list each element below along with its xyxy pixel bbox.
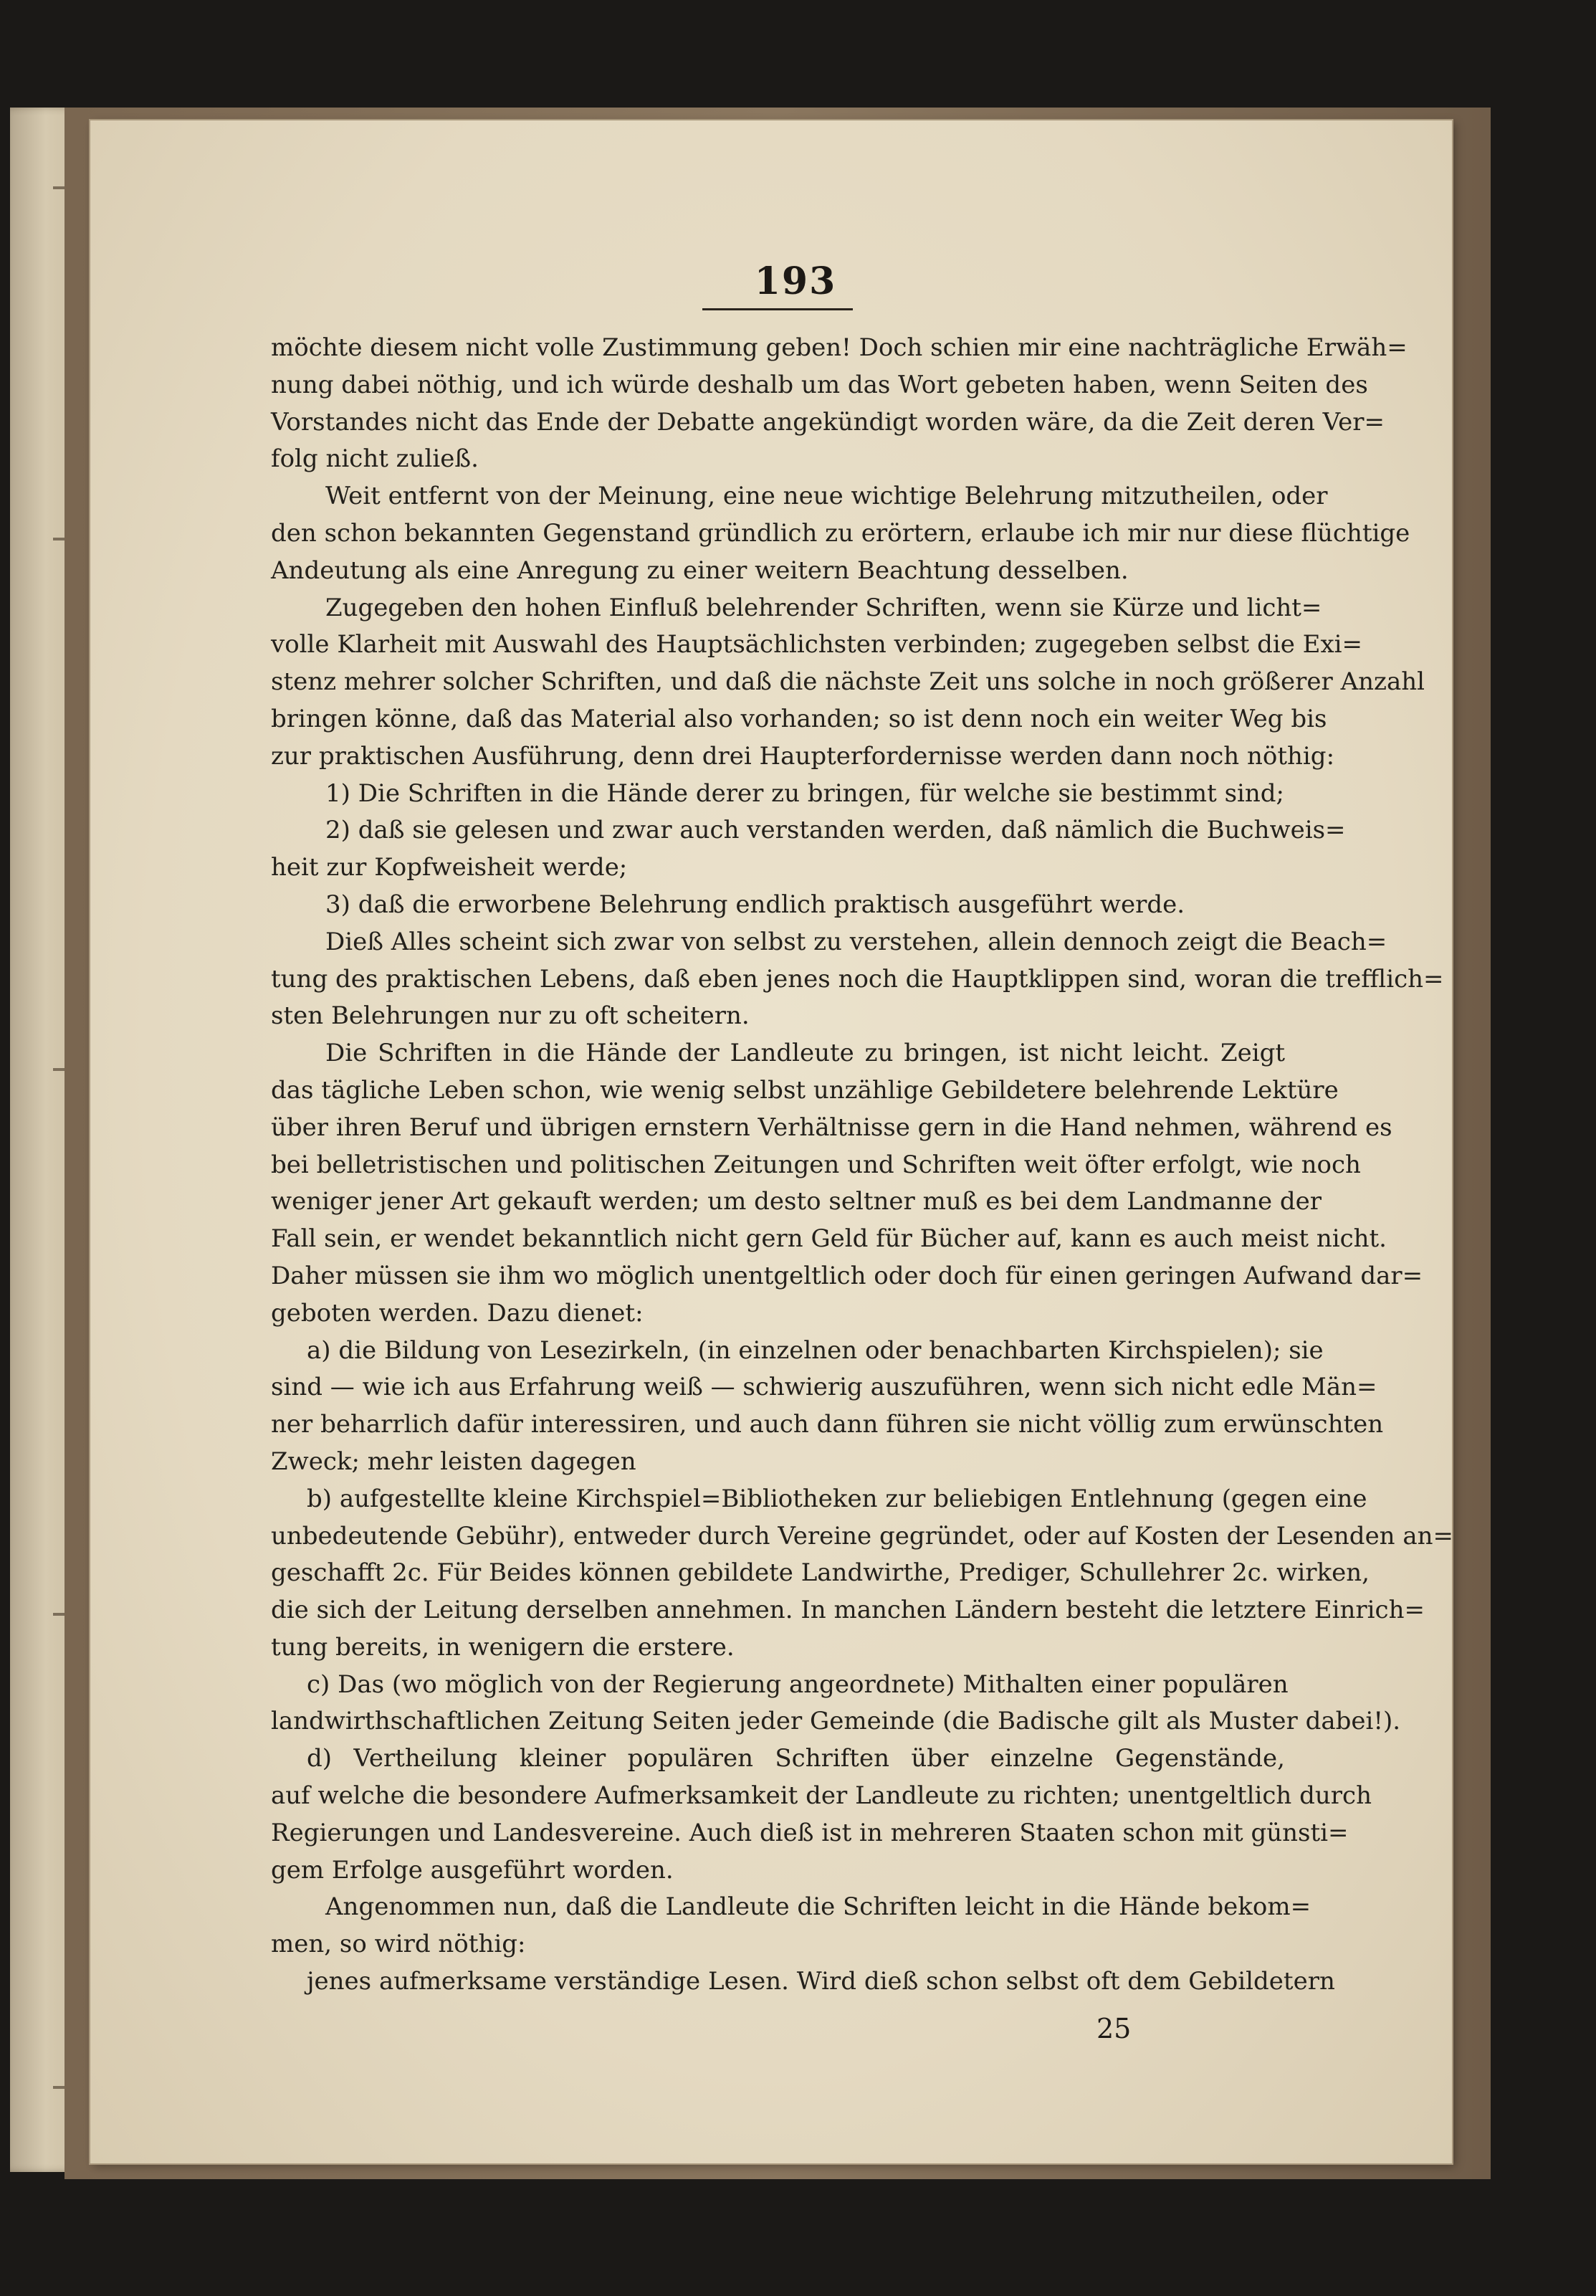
- text-line: Andeutung als eine Anregung zu einer weitern Beachtung desselben.: [271, 556, 1129, 585]
- page-body: [271, 330, 1454, 2001]
- text-line: Fall sein, er wendet bekanntlich nicht gern Geld für Bücher auf, kann es auch meist nicht.: [271, 1224, 1387, 1254]
- text-line: sten Belehrungen nur zu oft scheitern.: [271, 1001, 750, 1031]
- text-line: Vorstandes nicht das Ende der Debatte angekündigt worden wäre, da die Zeit deren Ver=: [271, 407, 1385, 437]
- text-line: Dieß Alles scheint sich zwar von selbst zu verstehen, allein dennoch zeigt die Beach=: [325, 927, 1387, 956]
- text-line: den schon bekannten Gegenstand gründlich zu erörtern, erlaube ich mir nur diese flüchtige: [271, 518, 1410, 548]
- text-line: c) Das (wo möglich von der Regierung angeordnete) Mithalten einer populären: [307, 1669, 1289, 1699]
- text-line: folg nicht zuließ.: [271, 444, 479, 474]
- text-line: b) aufgestellte kleine Kirchspiel=Bibliotheken zur beliebigen Entlehnung (gegen eine: [307, 1484, 1367, 1513]
- text-line: unbedeutende Gebühr), entweder durch Vereine gegründet, oder auf Kosten der Lesenden an=: [271, 1521, 1454, 1550]
- text-line: tung bereits, in wenigern die erstere.: [271, 1632, 735, 1662]
- text-line: über ihren Beruf und übrigen ernstern Verhältnisse gern in die Hand nehmen, während es: [271, 1113, 1392, 1142]
- text-line: landwirthschaftlichen Zeitung Seiten jeder Gemeinde (die Badische gilt als Muster dabei!).: [271, 1707, 1401, 1736]
- text-line: volle Klarheit mit Auswahl des Hauptsächlichsten verbinden; zugegeben selbst die Exi=: [271, 630, 1363, 659]
- text-line: Daher müssen sie ihm wo möglich unentgeltlich oder doch für einen geringen Aufwand dar=: [271, 1261, 1423, 1290]
- text-line: zur praktischen Ausführung, denn drei Haupterfordernisse werden dann noch nöthig:: [271, 741, 1335, 771]
- signature-mark: 25: [1096, 2013, 1132, 2044]
- page-number: 193: [754, 259, 837, 303]
- text-line: Zweck; mehr leisten dagegen: [271, 1447, 636, 1476]
- text-line: Weit entfernt von der Meinung, eine neue wichtige Belehrung mitzutheilen, oder: [325, 482, 1328, 511]
- text-line: geboten werden. Dazu dienet:: [271, 1298, 644, 1328]
- text-line: bei belletristischen und politischen Zeitungen und Schriften weit öfter erfolgt, wie noch: [271, 1150, 1361, 1179]
- text-line: Regierungen und Landesvereine. Auch dieß ist in mehreren Staaten schon mit günsti=: [271, 1818, 1349, 1847]
- text-line: sind — wie ich aus Erfahrung weiß — schwierig auszuführen, wenn sich nicht edle Män=: [271, 1373, 1377, 1402]
- text-line: tung des praktischen Lebens, daß eben jenes noch die Hauptklippen sind, woran die trefflich=: [271, 964, 1444, 994]
- text-line: die sich der Leitung derselben annehmen. In manchen Ländern besteht die letztere Einrich=: [271, 1596, 1425, 1625]
- text-line: geschafft 2c. Für Beides können gebildete Landwirthe, Prediger, Schullehrer 2c. wirken,: [271, 1558, 1370, 1588]
- text-line: a) die Bildung von Lesezirkeln, (in einzelnen oder benachbarten Kirchspielen); sie: [307, 1335, 1324, 1365]
- text-line: stenz mehrer solcher Schriften, und daß die nächste Zeit uns solche in noch größerer Anzahl: [271, 667, 1425, 697]
- text-line: jenes aufmerksame verständige Lesen. Wird dieß schon selbst oft dem Gebildetern: [307, 1967, 1335, 1996]
- text-line: ner beharrlich dafür interessiren, und auch dann führen sie nicht völlig zum erwünschten: [271, 1410, 1384, 1439]
- text-line: weniger jener Art gekauft werden; um desto seltner muß es bei dem Landmanne der: [271, 1187, 1322, 1216]
- text-line: 2) daß sie gelesen und zwar auch verstanden werden, daß nämlich die Buchweis=: [325, 816, 1346, 845]
- text-line: Angenommen nun, daß die Landleute die Schriften leicht in die Hände bekom=: [325, 1892, 1311, 1922]
- text-line: d) Vertheilung kleiner populären Schriften über einzelne Gegenstände,: [307, 1744, 1285, 1773]
- text-line: Zugegeben den hohen Einfluß belehrender Schriften, wenn sie Kürze und licht=: [325, 593, 1322, 622]
- text-line: 1) Die Schriften in die Hände derer zu bringen, für welche sie bestimmt sind;: [325, 778, 1285, 808]
- header-rule: [702, 308, 853, 310]
- text-line: gem Erfolge ausgeführt worden.: [271, 1855, 674, 1885]
- text-line: das tägliche Leben schon, wie wenig selbst unzählige Gebildetere belehrende Lektüre: [271, 1075, 1339, 1105]
- text-line: bringen könne, daß das Material also vorhanden; so ist denn noch ein weiter Weg bis: [271, 704, 1327, 733]
- text-line: möchte diesem nicht volle Zustimmung geben! Doch schien mir eine nachträgliche Erwäh=: [271, 333, 1408, 362]
- text-line: men, so wird nöthig:: [271, 1930, 526, 1959]
- text-line: Die Schriften in die Hände der Landleute zu bringen, ist nicht leicht. Zeigt: [325, 1039, 1285, 1068]
- text-line: heit zur Kopfweisheit werde;: [271, 853, 628, 882]
- text-line: 3) daß die erworbene Belehrung endlich praktisch ausgeführt werde.: [325, 890, 1185, 919]
- text-line: auf welche die besondere Aufmerksamkeit der Landleute zu richten; unentgeltlich durch: [271, 1781, 1372, 1811]
- text-line: nung dabei nöthig, und ich würde deshalb um das Wort gebeten haben, wenn Seiten des: [271, 370, 1368, 399]
